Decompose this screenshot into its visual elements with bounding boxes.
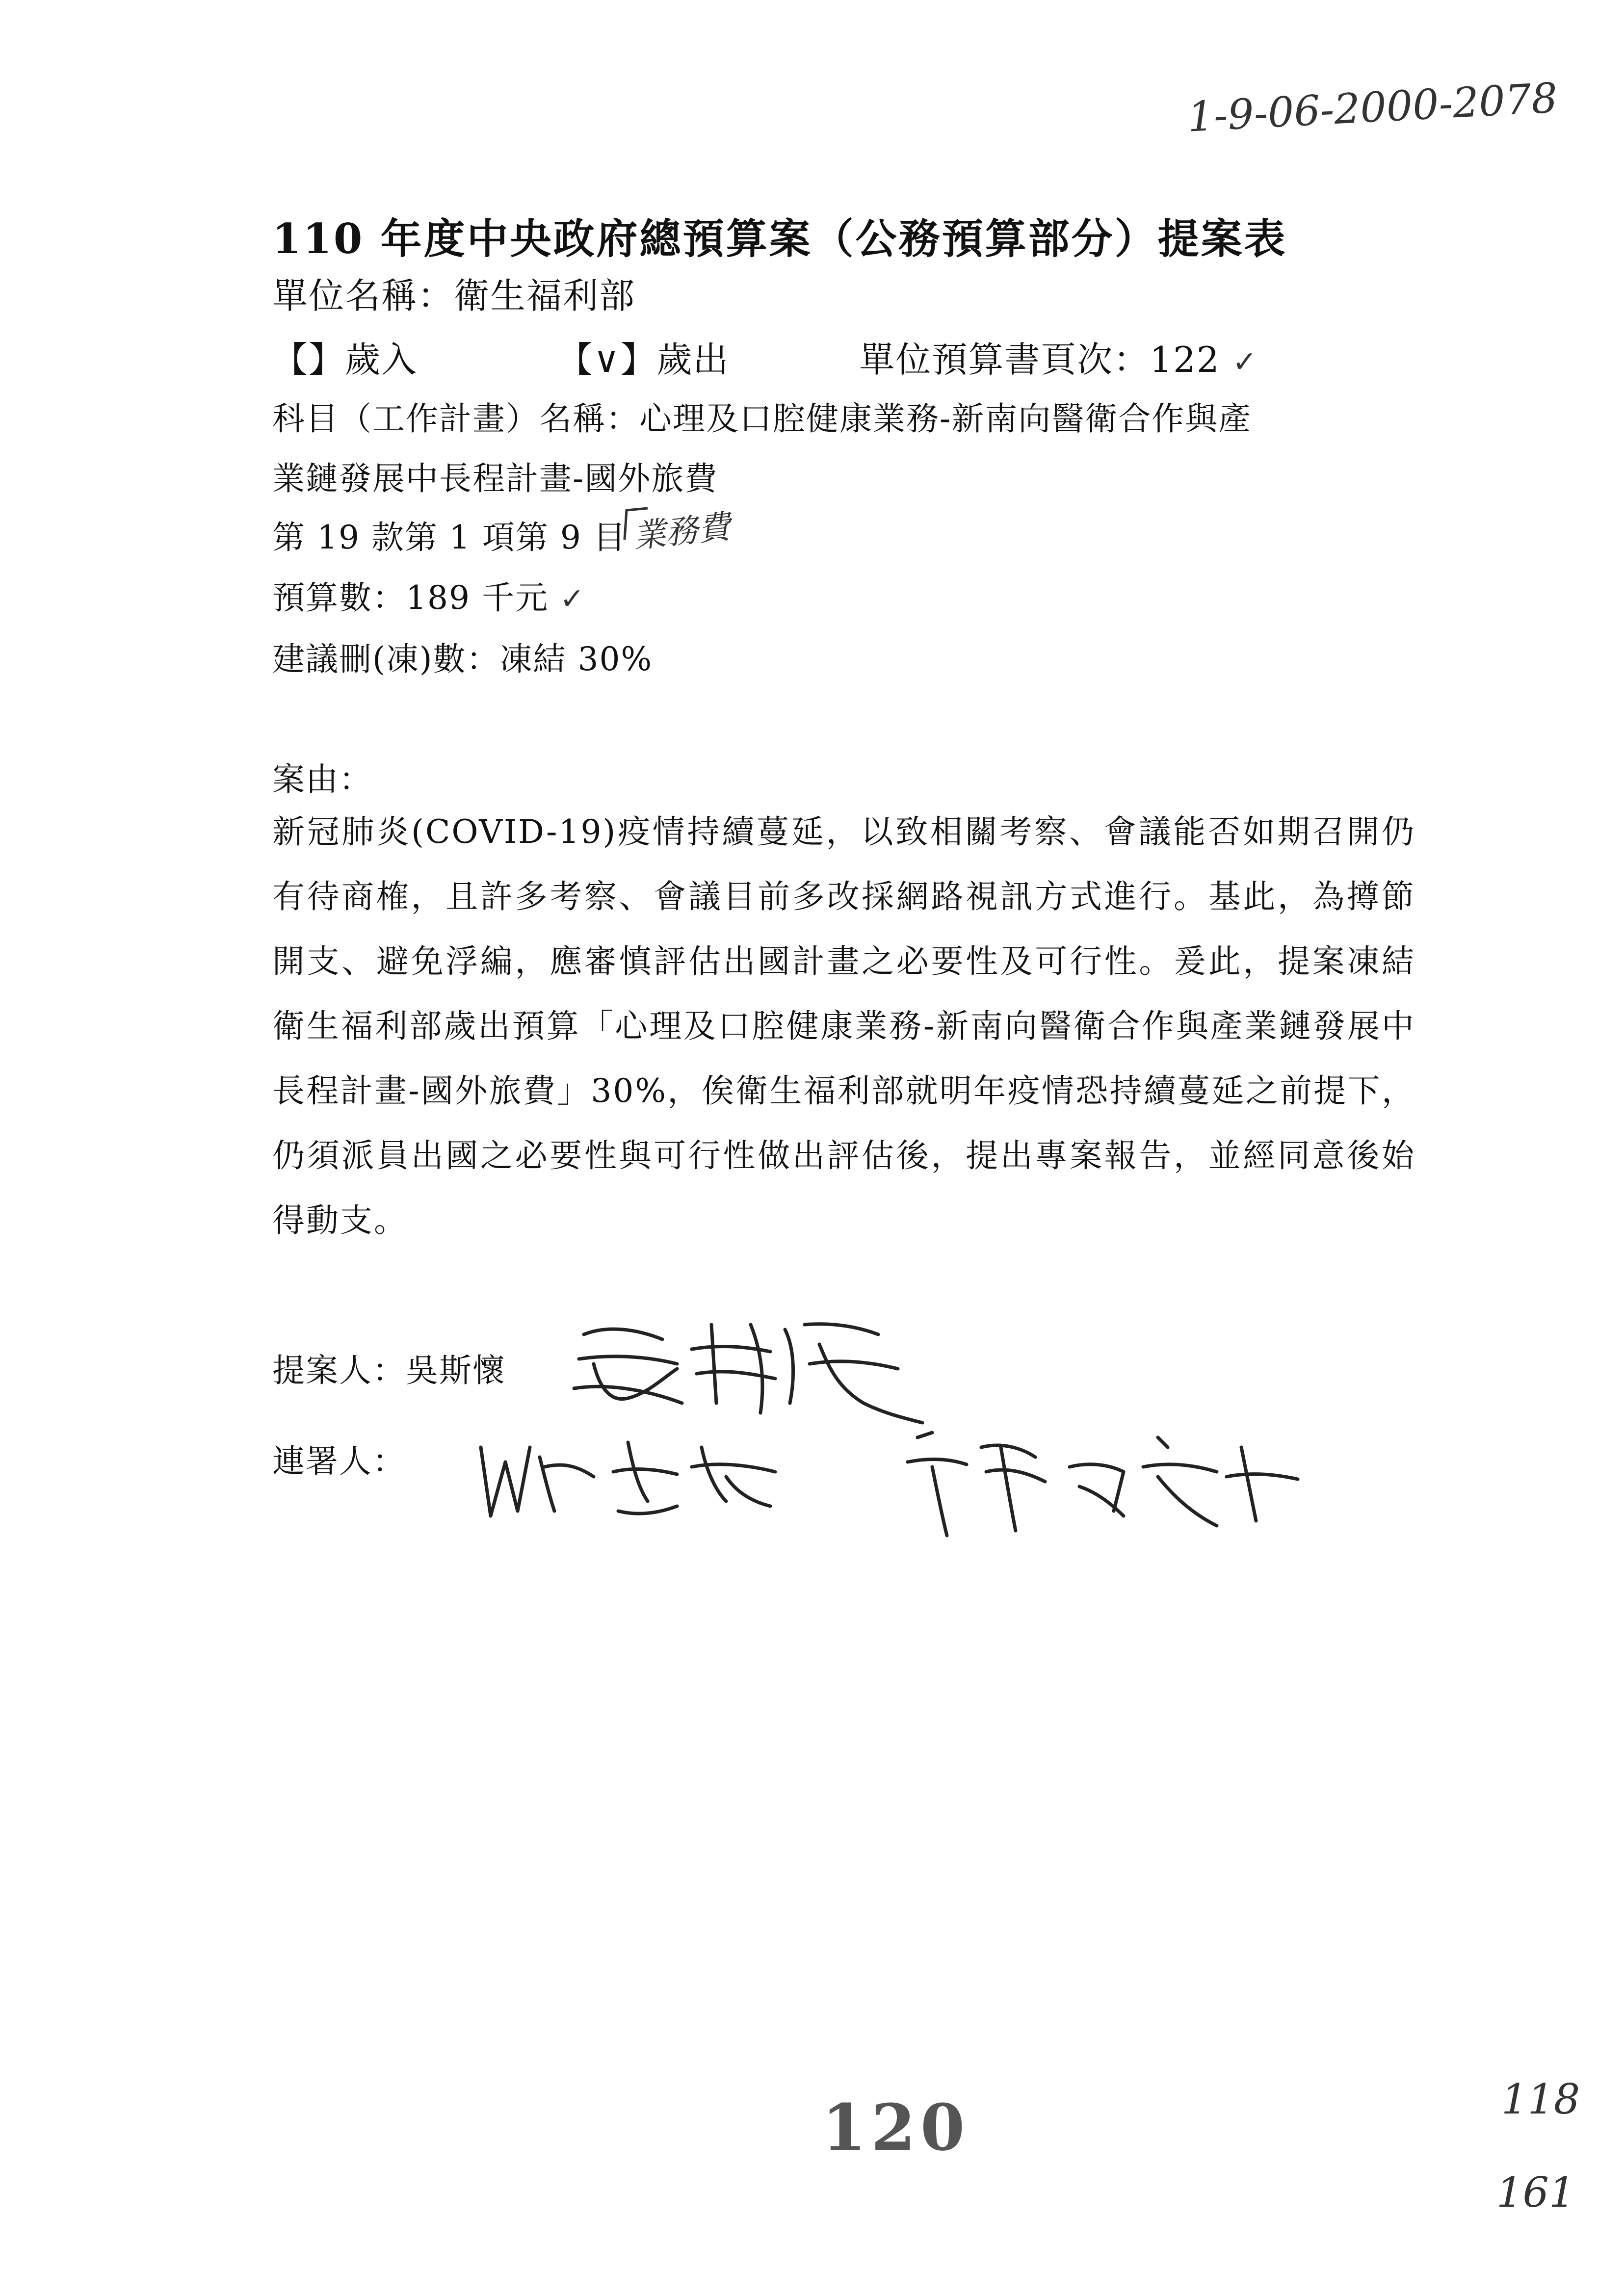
subject-line-2: 業鏈發展中長程計畫-國外旅費 <box>272 460 718 497</box>
reason-body: 新冠肺炎(COVID-19)疫情持續蔓延，以致相關考察、會議能否如期召開仍有待商榷，且許多考察、會議目前多改採網路視訊方式進行。基此，為撙節開支、避免浮編，應審慎評估出國計畫之必要性及可行性。爰此，提案凍結衛生福利部歲出預算「心理及口腔健康業務-新南向醫衛合作與產業鏈發展中長程計畫-國外旅費」30%，俟衛生福利部就明年疫情恐持續蔓延之前提下，仍須派員出國之必要性與可行性做出評估後，提出專案報告，並經同意後始得動支。 <box>272 813 1415 1239</box>
type-row <box>272 331 1258 382</box>
proposer-label: 提案人： <box>272 1352 406 1389</box>
check-mark-icon: ✓ <box>559 582 586 616</box>
unit-label: 單位名稱： <box>272 275 454 316</box>
cosigner-signature-2 <box>903 1418 1305 1545</box>
budget-page-label: 單位預算書頁次： <box>859 339 1150 380</box>
proposal-label: 建議刪(凍)數： <box>272 640 500 678</box>
proposer-row <box>272 1344 506 1391</box>
budget-page-value: 122 <box>1150 339 1220 380</box>
reason-heading: 案由： <box>272 760 372 798</box>
budget-label: 預算數： <box>272 579 406 617</box>
cosigner-label: 連署人： <box>272 1442 406 1480</box>
bracket-mark <box>621 505 650 545</box>
revenue-checkbox: 【】歲入 <box>272 339 418 380</box>
unit-row <box>272 267 635 318</box>
handwritten-number-b: 161 <box>1496 2168 1575 2217</box>
serial-number-handwritten: 1-9-06-2000-2078 <box>1186 74 1559 141</box>
proposal-row <box>272 633 653 679</box>
handwritten-number-a: 118 <box>1501 2075 1580 2123</box>
proposal-value: 凍結 30% <box>499 640 653 678</box>
expenditure-checkbox: 【∨】歲出 <box>557 339 730 380</box>
budget-value: 189 千元 <box>406 579 549 617</box>
budget-row <box>272 572 585 618</box>
proposer-name: 吳斯懷 <box>406 1352 506 1389</box>
cosigner-signature-1 <box>471 1418 844 1531</box>
proposer-signature <box>564 1305 937 1433</box>
item-handwritten-note: 業務費 <box>631 507 733 556</box>
unit-name: 衛生福利部 <box>454 275 636 316</box>
subject-line-1: 科目（工作計畫）名稱：心理及口腔健康業務-新南向醫衛合作與產 <box>272 400 1252 438</box>
document-title: 110 年度中央政府總預算案（公務預算部分）提案表 <box>272 214 1287 263</box>
page-number: 120 <box>822 2090 970 2165</box>
item-text: 第 19 款第 1 項第 9 目 <box>272 519 627 556</box>
check-mark-icon: ✓ <box>1232 345 1258 379</box>
item-row <box>272 511 627 558</box>
cosigner-row <box>272 1435 406 1482</box>
